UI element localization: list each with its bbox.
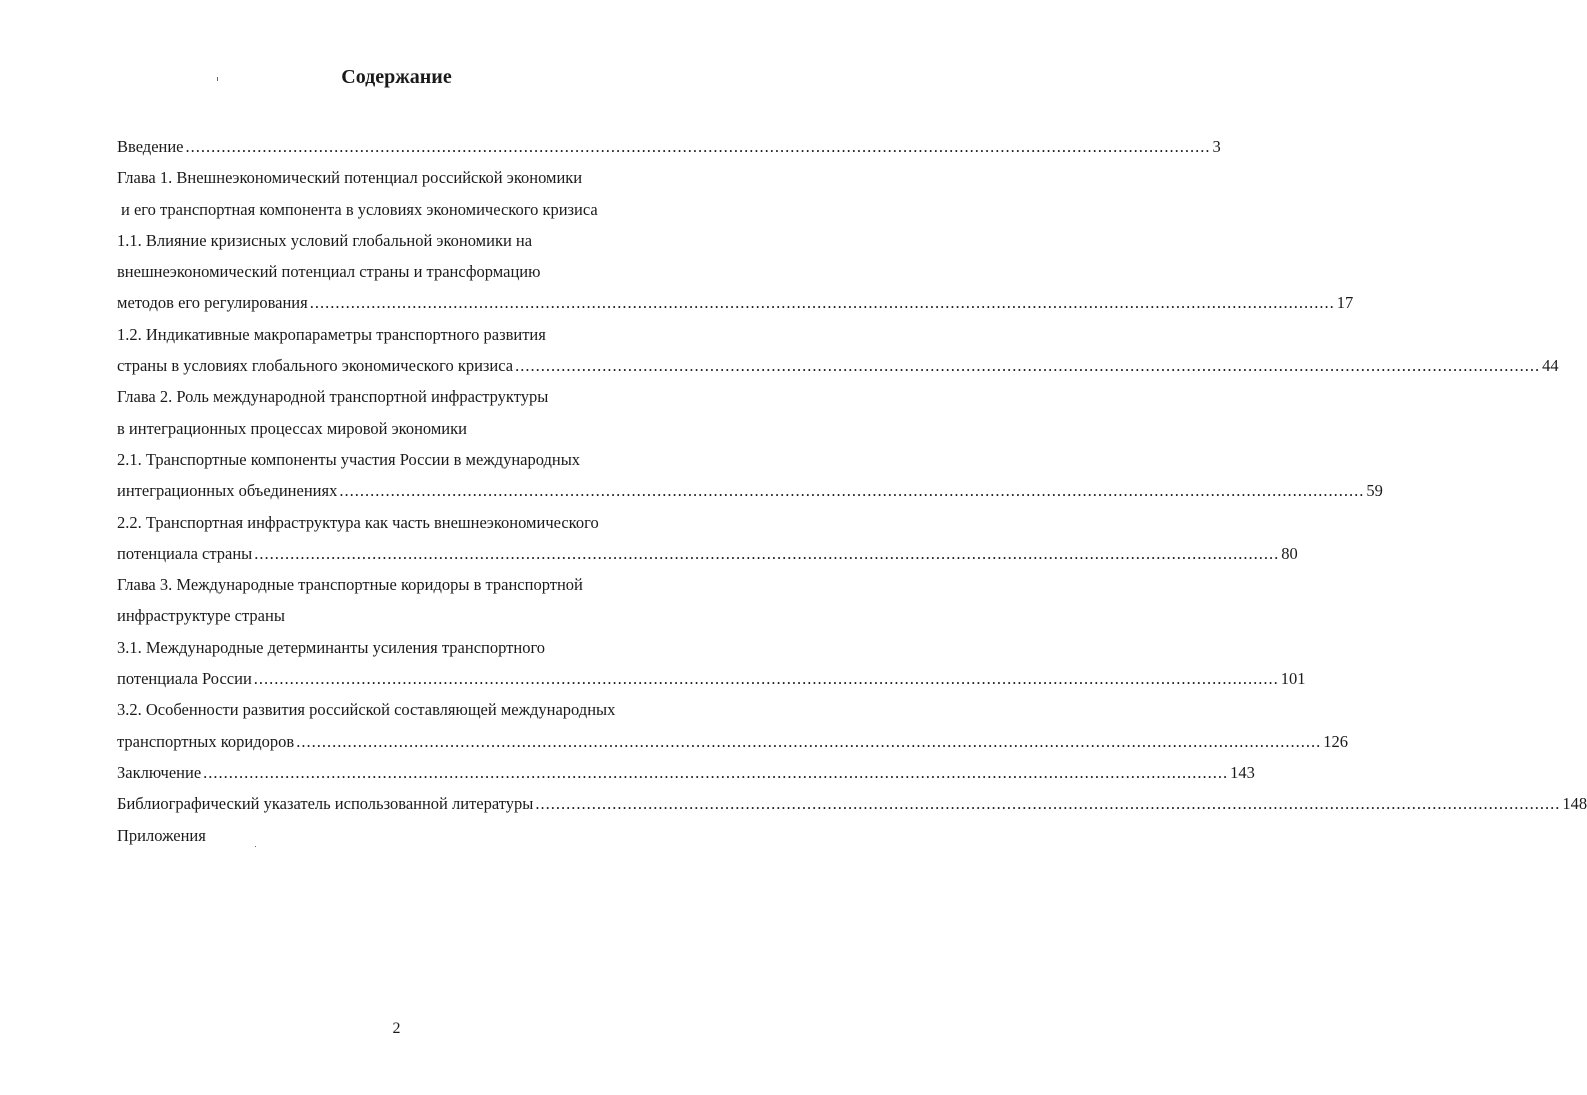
toc-entry [117,350,1559,381]
toc-entry [117,287,1354,318]
toc-dot-leader: ........................................................................................................................................................................................................ [535,794,1561,814]
toc-entry-page: 143 [1230,762,1255,782]
toc-entry-text: 1.1. Влияние кризисных условий глобальной экономики на [117,230,533,250]
toc-entry [117,726,1348,757]
toc-entry-text: страны в условиях глобального экономического кризиса [117,356,514,376]
toc-entry-text: Приложения [117,825,206,845]
toc-entry [117,569,757,600]
toc-entry-page: 148 [1562,794,1587,814]
page-number: 2 [392,1020,401,1037]
page-title: Содержание [341,66,452,88]
toc-entry-text: Глава 1. Внешнеэкономический потенциал российской экономики [117,168,583,188]
toc-entry-page: 59 [1366,481,1383,501]
toc-entry [117,600,757,631]
toc-entry [117,632,757,663]
toc-entry [117,319,757,350]
toc-dot-leader: ........................................................................................................................................................................................................ [203,762,1229,782]
toc-entry [117,694,757,725]
toc-entry-text: 3.1. Международные детерминанты усиления транспортного [117,637,546,657]
toc-entry [117,507,757,538]
toc-entry-text: Библиографический указатель использованной литературы [117,794,534,814]
toc-dot-leader: ........................................................................................................................................................................................................ [309,293,1335,313]
toc-entry-text: потенциала страны [117,543,253,563]
toc-dot-leader: ........................................................................................................................................................................................................ [515,356,1541,376]
toc-entry [117,256,757,287]
toc-entry [117,413,757,444]
toc-entry-text: Глава 2. Роль международной транспортной инфраструктуры [117,387,549,407]
toc-entry-text: потенциала России [117,669,252,689]
toc-entry-text: 2.1. Транспортные компоненты участия России в международных [117,449,581,469]
toc-entry [117,757,1255,788]
toc-entry-page: 3 [1212,137,1221,156]
toc-dot-leader: ........................................................................................................................................................................................................ [185,137,1211,156]
toc-entry-text: 1.2. Индикативные макропараметры транспортного развития [117,324,546,344]
toc-entry-page: 80 [1281,543,1298,563]
toc-entry-page: 126 [1323,731,1348,751]
toc-entry [117,225,757,256]
toc-entry-text: 2.2. Транспортная инфраструктура как часть внешнеэкономического [117,512,599,532]
toc-entry-page: 44 [1542,356,1559,376]
toc-entry-text: методов его регулирования [117,293,308,313]
toc-entry [117,381,757,412]
toc-entry [117,444,757,475]
toc-entry-text: инфраструктуре страны [117,606,285,626]
toc-entry [117,131,1221,162]
toc-entry [117,663,1306,694]
toc-entry [117,820,757,851]
toc-entry-page: 101 [1280,669,1306,689]
toc-entry-text: и его транспортная компонента в условиях экономического кризиса [121,199,598,219]
toc-entry-text: внешнеэкономический потенциал страны и трансформацию [117,262,541,282]
toc-entry-text: в интеграционных процессах мировой экономики [117,418,467,438]
toc-entry [117,788,1587,819]
toc-entry-page: 17 [1336,293,1354,313]
toc-dot-leader: ........................................................................................................................................................................................................ [296,731,1322,751]
toc-entry-text: 3.2. Особенности развития российской составляющей международных [117,700,616,720]
toc-entry [117,162,757,193]
toc-entry [117,194,757,225]
toc-entry-text: Введение [117,137,184,156]
toc-entry-text: Глава 3. Международные транспортные коридоры в транспортной [117,575,583,595]
toc-dot-leader: ........................................................................................................................................................................................................ [339,481,1365,501]
toc-entry-text: Заключение [117,762,202,782]
toc-entry-text: транспортных коридоров [117,731,295,751]
toc-entry [117,475,1383,506]
toc-dot-leader: ........................................................................................................................................................................................................ [254,543,1280,563]
toc-dot-leader: ........................................................................................................................................................................................................ [253,669,1279,689]
toc-entry [117,538,1298,569]
table-of-contents [117,131,1587,851]
toc-entry-text: интеграционных объединениях [117,481,338,501]
